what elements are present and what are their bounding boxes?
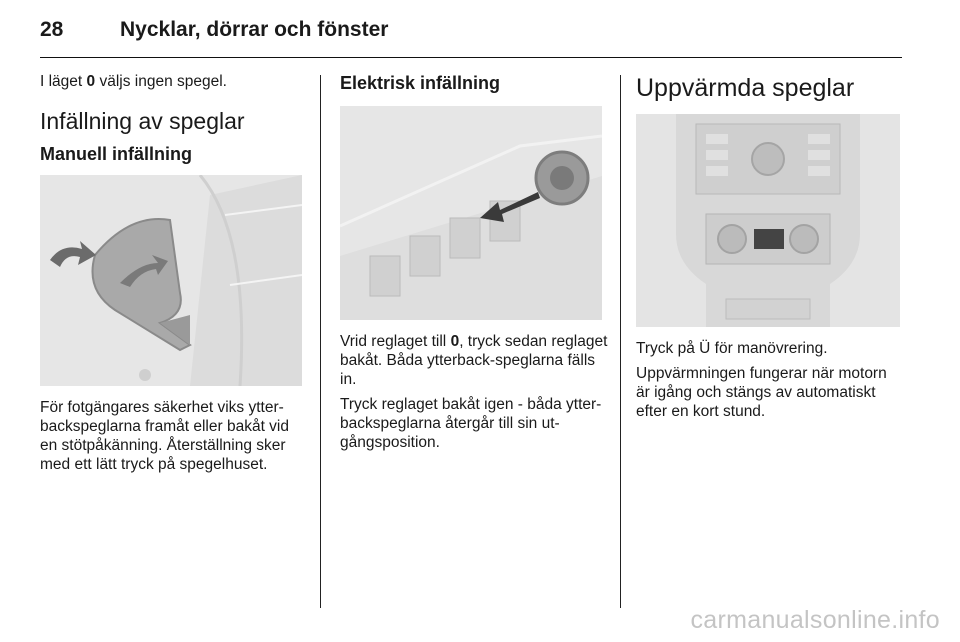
center-console-illustration bbox=[636, 114, 900, 327]
column-right bbox=[636, 72, 902, 427]
header-rule bbox=[40, 57, 902, 58]
electric-folding-step2: Tryck reglaget bakåt igen - båda ytter-backspeglarna återgår till sin ut-gångsposition. bbox=[340, 396, 602, 451]
column-middle bbox=[340, 72, 608, 458]
heated-mirror-instruction: Tryck på Ü för manövrering. bbox=[636, 340, 828, 357]
subheading-manual-folding: Manuell infällning bbox=[40, 144, 192, 164]
column-divider-2 bbox=[620, 75, 621, 608]
page-header bbox=[40, 18, 388, 42]
mirror-illustration bbox=[40, 175, 302, 386]
heated-mirror-info: Uppvärmningen fungerar när motorn är igång och stängs av automatiskt efter en kort stund. bbox=[636, 365, 887, 420]
subheading-electric-folding: Elektrisk infällning bbox=[340, 73, 501, 93]
electric-folding-step1: Vrid reglaget till 0, tryck sedan reglaget bakåt. Båda ytterback-speglarna fälls in. bbox=[340, 333, 608, 388]
watermark: carmanualsonline.info bbox=[690, 606, 940, 634]
center-console-drawing bbox=[636, 114, 900, 327]
section-heading-heated-mirrors: Uppvärmda speglar bbox=[636, 74, 855, 102]
chapter-title: Nycklar, dörrar och fönster bbox=[120, 18, 389, 41]
heated-mirror-icon: Ü bbox=[699, 340, 711, 357]
column-divider-1 bbox=[320, 75, 321, 608]
door-switch-illustration bbox=[340, 106, 602, 320]
manual-folding-text: För fotgängares säkerhet viks ytter-backspeglarna framåt eller bakåt vid en stötpåkänning. Återställning sker med ett lätt tryck på spegelhuset. bbox=[40, 399, 289, 473]
mirror-drawing bbox=[40, 175, 302, 386]
door-switch-drawing bbox=[340, 106, 602, 320]
page-number: 28 bbox=[40, 18, 64, 41]
section-heading-mirror-folding: Infällning av speglar bbox=[40, 108, 245, 134]
intro-text: I läget 0 väljs ingen spegel. bbox=[40, 73, 227, 90]
column-left bbox=[40, 72, 308, 480]
